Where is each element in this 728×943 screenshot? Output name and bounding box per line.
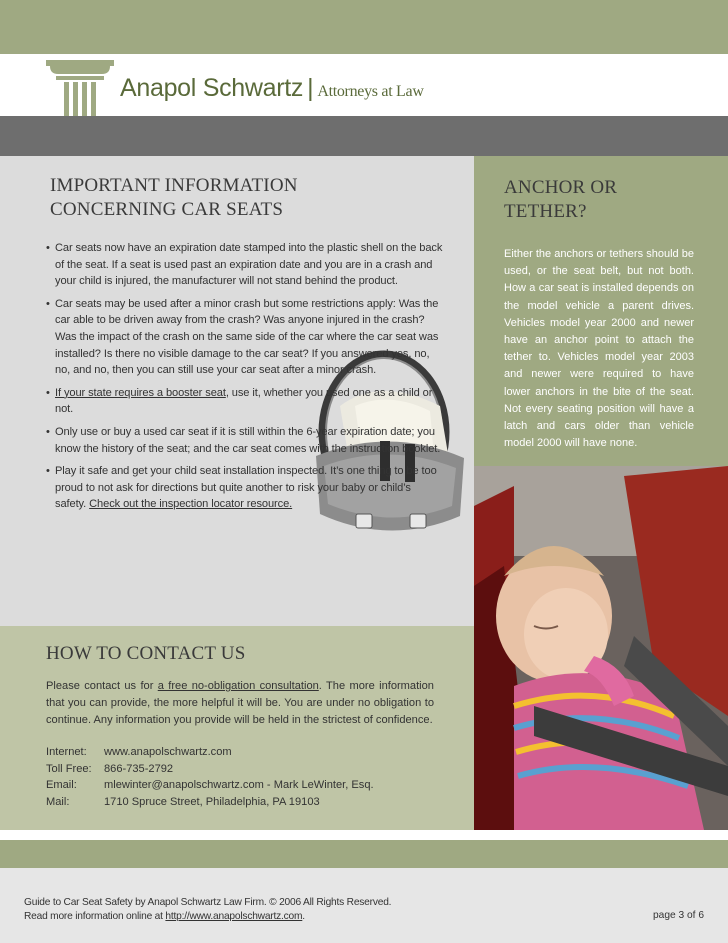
title-line: TETHER? [504,201,587,222]
column-icon [46,60,114,118]
phone-value: 866-735-2792 [104,762,174,775]
contact-body [46,678,434,729]
contact-row-mail [46,794,374,811]
contact-title: HOW TO CONTACT US [46,643,246,664]
website-link[interactable]: http://www.anapolschwartz.com [165,911,303,922]
contact-text: Please contact us for [46,680,158,692]
brand [120,74,424,103]
contact-label: Email: [46,779,77,791]
footer-band [0,840,728,868]
list-item: • Only use or buy a used car seat if it is still within the 6-year expiration date; you know the history of the seat; and the car seat comes with the instruction booklet. [46,425,441,455]
title-line: CONCERNING CAR SEATS [50,199,284,220]
page-number: page 3 of 6 [653,910,704,921]
bullet-list [44,240,444,519]
top-band [0,0,728,54]
footer-text-suffix: . [302,911,305,922]
contact-label: Toll Free: [46,762,92,775]
booster-seat-link[interactable]: If your state requires a booster seat [55,386,226,399]
important-info-panel [0,156,474,626]
header [0,54,728,116]
brand-tagline: Attorneys at Law [317,83,424,100]
consultation-link[interactable]: a free no-obligation consultation [157,680,319,692]
bullet-text: Only use or buy a used car seat if it is still within the 6-year expiration date; you know the history of the seat; and the car seat comes with the instruction booklet. [55,425,441,455]
list-item: • Car seats may be used after a minor crash but some restrictions apply: Was the car able to be driven away from the crash? Was anyone injured in the crash? Was the impact of the crash on the same side of the car where the car seat was installed? Is there no visible damage to the car seat? If you answered yes, no, no, and no, then you can still use your car seat after a minor crash. [46,297,439,377]
address-value: 1710 Spruce Street, Philadelphia, PA 19103 [104,795,320,808]
contact-row-internet [46,744,374,761]
bullet-text: Car seats may be used after a minor crash but some restrictions apply: Was the car able to be driven away from the crash? Was anyone injured in the crash? Was the impact of the crash on the same side of the car where the car seat was installed? Is there no visible damage to the car seat? If you answered yes, no, no, and no, then you can still use your car seat after a minor crash. [55,297,439,377]
gray-band [0,116,728,156]
contact-label: Mail: [46,795,70,808]
anchor-title [504,176,704,224]
footer-text-prefix: Read more information online at [24,911,166,922]
anchor-tether-panel [474,156,728,466]
footer-line2 [24,910,391,924]
title-line: IMPORTANT INFORMATION [50,175,298,196]
bullet-text: , use it, whether you used one as a child or not. [55,386,433,416]
baby-photo-art [474,466,728,830]
email-value[interactable]: mlewinter@anapolschwartz.com - Mark LeWinter, Esq. [104,779,374,791]
brand-separator: | [307,74,314,102]
contact-row-phone [46,761,374,778]
contact-details [46,744,374,810]
brand-name: Anapol Schwartz [120,74,304,102]
anchor-body: Either the anchors or tethers should be used, or the seat belt, but not both. How a car seat is installed depends on the model vehicle a parent drives. Vehicles model year 2000 and newer have an anchor point to attach the tether to. Vehicles model year 2003 and newer were required to have lower anchors in the bite of the seat. Not every seating position will have a latch and cars older than vehicle model 2000 will have none. [504,248,694,450]
title-line: ANCHOR OR [504,177,618,198]
contact-panel [0,626,474,830]
copyright-text: Guide to Car Seat Safety by Anapol Schwartz Law Firm. © 2006 All Rights Reserved. [24,897,392,908]
important-info-title [50,174,320,222]
inspection-locator-link[interactable]: Check out the inspection locator resource. [89,498,293,511]
contact-text: . The more information that you can provide, the more helpful it will be. You are under no obligation to continue. Any information you provide will be held in the strictest of confidence. [46,680,434,726]
contact-label: Internet: [46,746,87,758]
sleeping-baby-photo [474,466,728,830]
bullet-text: Play it safe and get your child seat installation inspected. It’s one thing to be too proud to not ask for directions but quite another to risk your baby or child’s safety. [55,465,437,511]
bullet-text: Car seats now have an expiration date stamped into the plastic shell on the back of the seat. If a seat is used past an expiration date and you are in a crash and your child is injured, the manufacturer will not stand behind the product. [55,242,443,288]
list-item: • Play it safe and get your child seat installation inspected. It’s one thing to be too proud to not ask for directions but quite another to risk your baby or child’s safety. Check out the inspection locator resource. [46,465,437,511]
list-item: • Car seats now have an expiration date stamped into the plastic shell on the back of the seat. If a seat is used past an expiration date and you are in a crash and your child is injured, the manufacturer will not stand behind the product. [46,242,443,288]
contact-row-email [46,777,374,794]
website-value[interactable]: www.anapolschwartz.com [104,746,232,758]
footer-text [24,896,391,924]
list-item: • If your state requires a booster seat, use it, whether you used one as a child or not. [46,386,433,416]
footer [0,868,728,943]
